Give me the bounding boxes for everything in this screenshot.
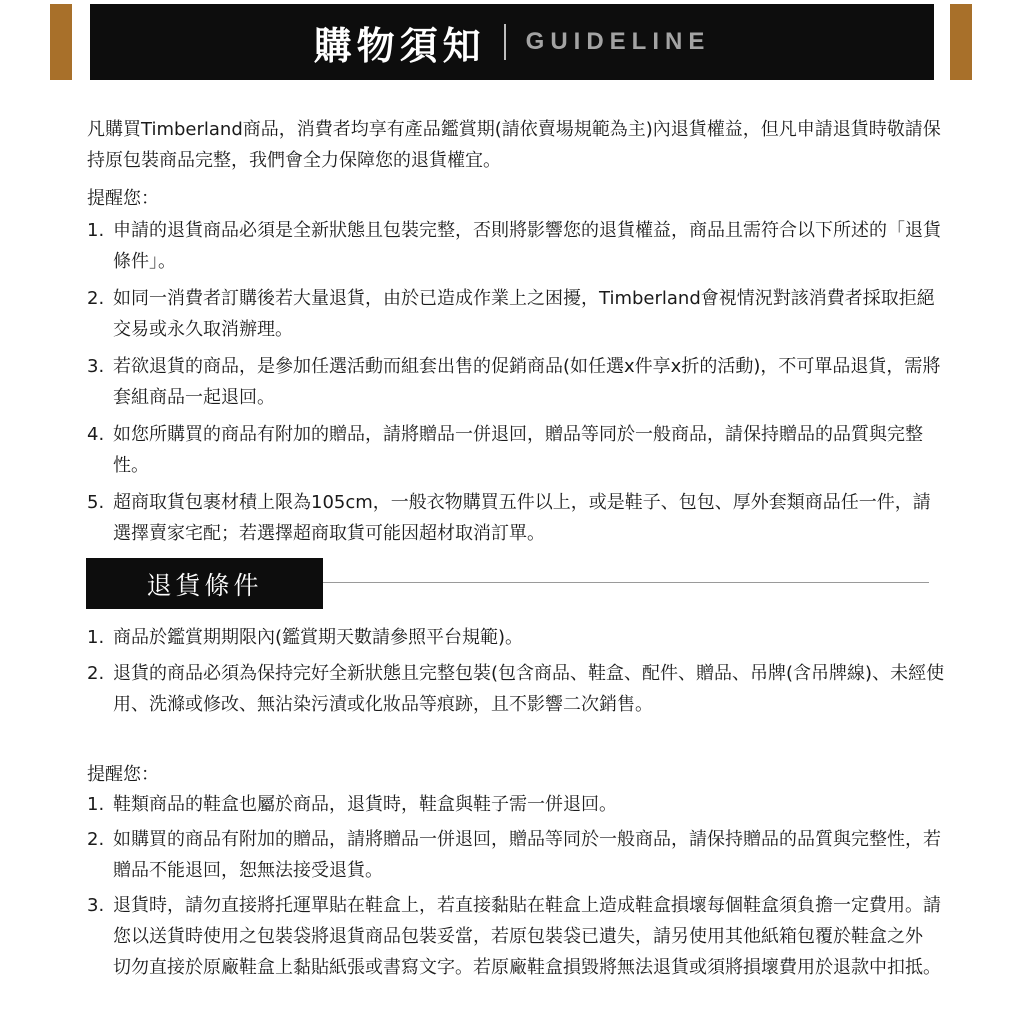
item-text: 退貨的商品必須為保持完好全新狀態且完整包裝(包含商品、鞋盒、配件、贈品、吊牌(含吊牌線)、未經使用、洗滌或修改、無沾染污漬或化妝品等痕跡，且不影響二次銷售。 xyxy=(113,663,945,715)
page-title: 購物須知 xyxy=(313,23,486,68)
item-text: 申請的退貨商品必須是全新狀態且包裝完整，否則將影響您的退貨權益，商品且需符合以下所述的「退貨條件」。 xyxy=(113,220,941,272)
left-accent-bar xyxy=(50,4,72,80)
item-number: 3. xyxy=(87,356,105,377)
item-number: 2. xyxy=(87,663,105,684)
list-item xyxy=(87,789,947,820)
item-number: 1. xyxy=(87,627,105,648)
page-subtitle: GUIDELINE xyxy=(525,28,711,55)
conditions-list xyxy=(87,622,947,725)
item-number: 5. xyxy=(87,492,105,513)
item-text: 商品於鑑賞期期限內(鑑賞期天數請參照平台規範)。 xyxy=(113,627,524,648)
item-number: 1. xyxy=(87,794,105,815)
item-text: 如同一消費者訂購後若大量退貨，由於已造成作業上之困擾，Timberland會視情況對該消費者採取拒絕交易或永久取消辦理。 xyxy=(113,288,935,340)
item-number: 3. xyxy=(87,895,105,916)
list-item xyxy=(87,215,947,277)
list-item xyxy=(87,283,947,345)
reminder-list xyxy=(87,215,947,555)
item-text: 鞋類商品的鞋盒也屬於商品，退貨時，鞋盒與鞋子需一併退回。 xyxy=(113,794,617,815)
right-accent-bar xyxy=(950,4,972,80)
header-divider xyxy=(504,24,506,60)
item-number: 4. xyxy=(87,424,105,445)
reminder-label: 提醒您： xyxy=(87,764,159,785)
section-title-return-conditions: 退貨條件 xyxy=(86,558,323,609)
item-text: 超商取貨包裹材積上限為105cm，一般衣物購買五件以上，或是鞋子、包包、厚外套類商品任一件，請選擇賣家宅配；若選擇超商取貨可能因超材取消訂單。 xyxy=(113,492,931,544)
list-item xyxy=(87,824,947,886)
reminder-list xyxy=(87,789,947,987)
item-number: 1. xyxy=(87,220,105,241)
list-item xyxy=(87,622,947,653)
section-divider xyxy=(323,582,929,583)
list-item xyxy=(87,890,947,983)
list-item xyxy=(87,487,947,549)
item-number: 2. xyxy=(87,829,105,850)
list-item xyxy=(87,658,947,720)
intro-paragraph: 凡購買Timberland商品，消費者均享有產品鑑賞期(請依賣場規範為主)內退貨權益，但凡申請退貨時敬請保持原包裝商品完整，我們會全力保障您的退貨權宜。 xyxy=(87,119,941,171)
item-text: 如您所購買的商品有附加的贈品，請將贈品一併退回，贈品等同於一般商品，請保持贈品的品質與完整性。 xyxy=(113,424,923,476)
list-item xyxy=(87,351,947,413)
item-text: 若欲退貨的商品，是參加任選活動而組套出售的促銷商品(如任選x件享x折的活動)，不可單品退貨，需將套組商品一起退回。 xyxy=(113,356,941,408)
reminder-label: 提醒您： xyxy=(87,188,159,209)
list-item xyxy=(87,419,947,481)
page-header xyxy=(90,4,934,80)
item-text: 如購買的商品有附加的贈品，請將贈品一併退回，贈品等同於一般商品，請保持贈品的品質與完整性，若贈品不能退回，恕無法接受退貨。 xyxy=(113,829,941,881)
item-text: 退貨時，請勿直接將托運單貼在鞋盒上，若直接黏貼在鞋盒上造成鞋盒損壞每個鞋盒須負擔一定費用。請您以送貨時使用之包裝袋將退貨商品包裝妥當，若原包裝袋已遺失，請另使用其他紙箱包覆於鞋盒之外 切勿直接於原廠鞋盒上黏貼紙張或書寫文字。若原廠鞋盒損毀將無法退貨或須將損壞費用於退款中扣抵。 xyxy=(113,895,941,978)
item-number: 2. xyxy=(87,288,105,309)
